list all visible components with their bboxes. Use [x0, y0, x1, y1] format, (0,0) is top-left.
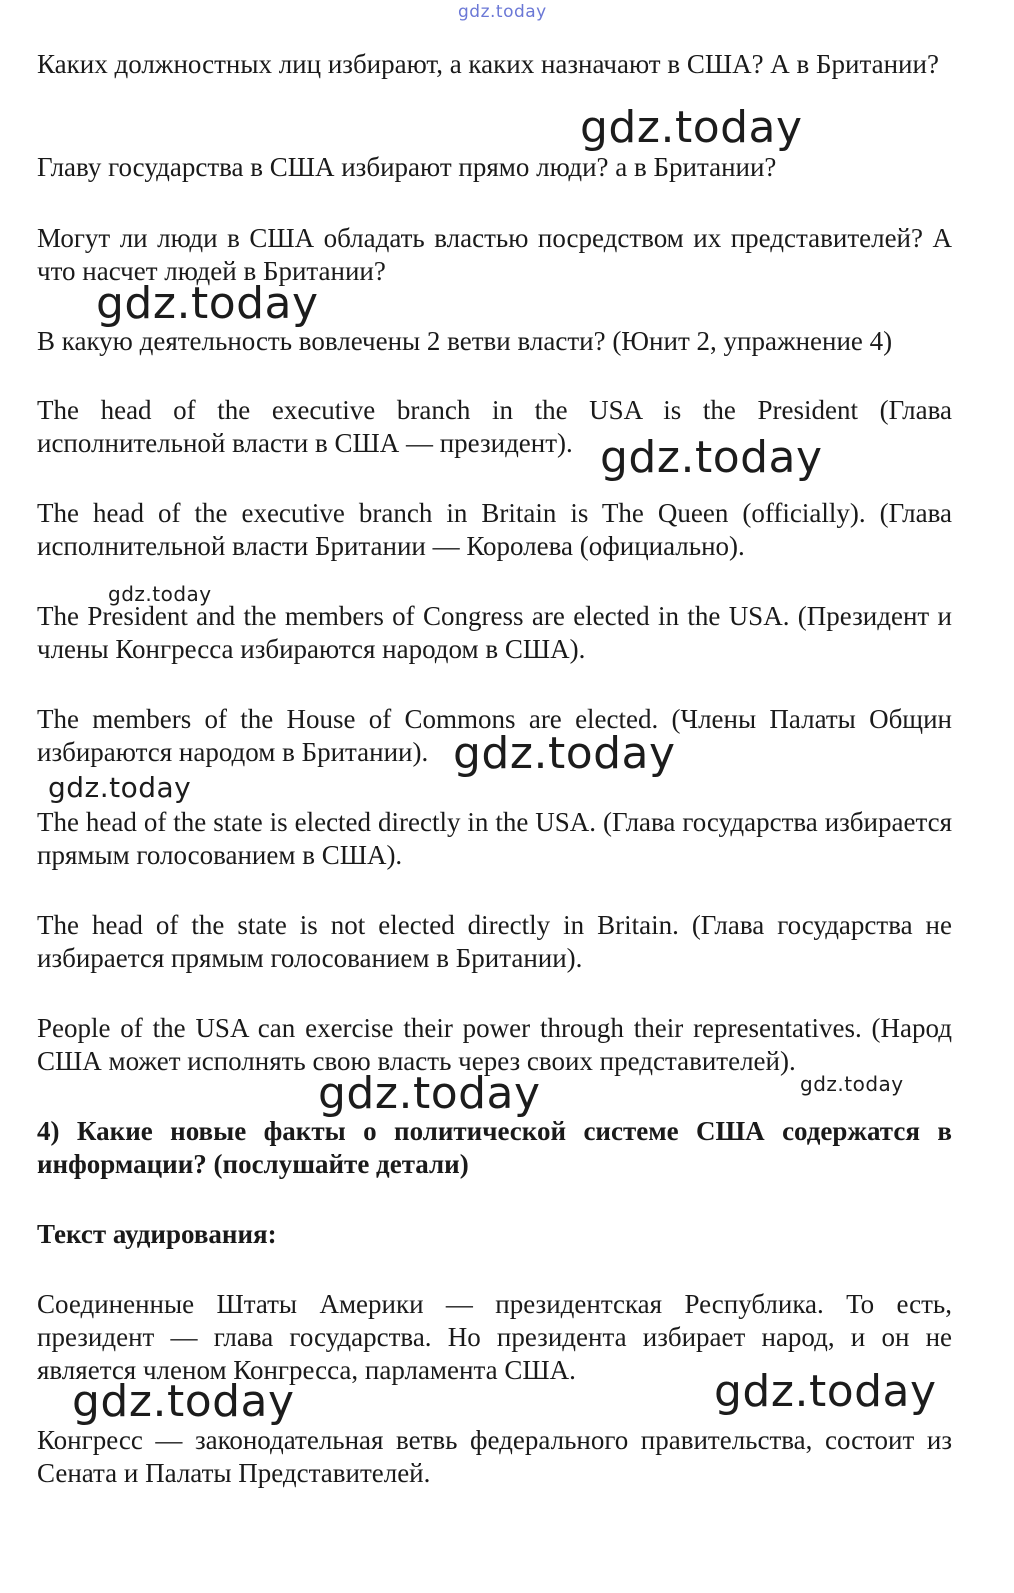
- watermark: gdz.today: [714, 1366, 937, 1417]
- answer-people-power: People of the USA can exercise their power through their representatives. (Народ США может исполнять свою власть через своих представителей).: [37, 1013, 952, 1076]
- answer-britain-head-indirect: The head of the state is not elected directly in Britain. (Глава государства не избирается прямым голосованием в Британии).: [37, 910, 952, 973]
- answer-usa-elected: The President and the members of Congress are elected in the USA. (Президент и члены Конгресса избираются народом в США).: [37, 601, 952, 664]
- question-branches: В какую деятельность вовлечены 2 ветви власти? (Юнит 2, упражнение 4): [37, 326, 893, 356]
- task-heading: 4) Какие новые факты о политической системе США содержатся в информации? (послушайте детали): [37, 1116, 952, 1179]
- watermark: gdz.today: [453, 728, 676, 779]
- watermark-top: gdz.today: [458, 2, 547, 22]
- watermark: gdz.today: [72, 1376, 295, 1427]
- watermark: gdz.today: [800, 1072, 904, 1096]
- watermark: gdz.today: [580, 102, 803, 153]
- answer-commons-elected: The members of the House of Commons are elected. (Члены Палаты Общин избираются народом в Британии).: [37, 704, 952, 767]
- watermark: gdz.today: [600, 432, 823, 483]
- question-head-of-state: Главу государства в США избирают прямо люди? а в Британии?: [37, 152, 777, 182]
- question-representatives: Могут ли люди в США обладать властью посредством их представителей? А что насчет людей в Британии?: [37, 223, 952, 286]
- watermark: gdz.today: [318, 1068, 541, 1119]
- listening-paragraph-1: Соединенные Штаты Америки — президентская Республика. То есть, президент — глава государства. Но президента избирает народ, и он не является членом Конгресса, парламента США.: [37, 1289, 952, 1385]
- answer-usa-head-direct: The head of the state is elected directly in the USA. (Глава государства избирается прямым голосованием в США).: [37, 807, 952, 870]
- watermark: gdz.today: [108, 582, 212, 606]
- watermark: gdz.today: [48, 771, 192, 804]
- listening-heading: Текст аудирования:: [37, 1219, 277, 1249]
- question-officials: Каких должностных лиц избирают, а каких назначают в США? А в Британии?: [37, 49, 939, 79]
- watermark: gdz.today: [96, 278, 319, 329]
- answer-britain-executive: The head of the executive branch in Britain is The Queen (officially). (Глава исполнительной власти Британии — Королева (официально).: [37, 498, 952, 561]
- listening-paragraph-2: Конгресс — законодательная ветвь федерального правительства, состоит из Сената и Палаты Представителей.: [37, 1425, 952, 1488]
- answer-usa-executive: The head of the executive branch in the USA is the President (Глава исполнительной власти в США — президент).: [37, 395, 952, 458]
